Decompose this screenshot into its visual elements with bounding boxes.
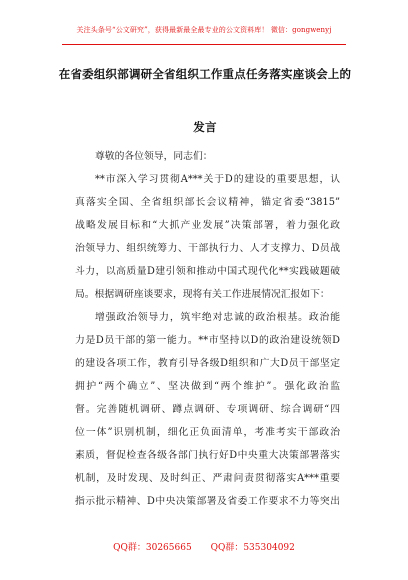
section-heading-line: 增强政治领导力，筑牢绝对忠诚的政治根基。政治能 (95, 312, 340, 323)
body-line: 指示批示精神、D中央决策部署及省委工作要求不力等突出 (75, 496, 340, 507)
body-line: 局。根据调研座谈要求，现将有关工作进展情况汇报如下： (75, 289, 330, 300)
body-line: 真落实全国、全省组织部长会议精神，锚定省委“3815” (75, 197, 340, 208)
document-title-continued: 发言 (193, 120, 217, 134)
qq-group-1: QQ群：30265665 (113, 543, 192, 553)
body-line: 的建设各项工作，教育引导各级D组织和广大D员干部坚定 (75, 358, 340, 369)
promo-banner: 关注头条号“公文研究”，获得最新最全最专业的公文资料库！ 微信：gongwenyj (76, 26, 332, 34)
banner-divider (62, 44, 346, 45)
footer-contacts (0, 540, 408, 553)
body-line: 治领导力、组织统筹力、干部执行力、人才支撑力、D员战 (75, 243, 340, 254)
qq-group-2: QQ群：535304092 (210, 543, 295, 553)
body-line: 素质，督促检查各级各部门执行好D中央重大决策部署落实 (75, 450, 340, 461)
body-line: **市深入学习贯彻A***关于D的建设的重要思想，认 (95, 174, 340, 185)
body-line: 机制，及时发现、及时纠正、严肃问责贯彻落实A***重要 (75, 473, 340, 484)
body-line: 拥护“两个确立”、坚决做到“两个维护”。强化政治监 (75, 381, 340, 392)
body-line: 位一体”识别机制，细化正负面清单，考准考实干部政治 (75, 427, 340, 438)
body-line: 督。完善随机调研、蹲点调研、专项调研、综合调研“四 (75, 404, 340, 415)
document-title: 在省委组织部调研全省组织工作重点任务落实座谈会上的 (58, 67, 352, 81)
document-body (75, 145, 340, 513)
body-line: 力是D员干部的第一能力。**市坚持以D的政治建设统领D (75, 335, 340, 346)
body-line: 战略发展目标和“大抓产业发展”决策部署，着力强化政 (75, 220, 340, 231)
body-line: 斗力，以高质量D建引领和推动中国式现代化**实践破题破 (75, 266, 340, 277)
salutation-line: 尊敬的各位领导，同志们： (95, 151, 213, 162)
